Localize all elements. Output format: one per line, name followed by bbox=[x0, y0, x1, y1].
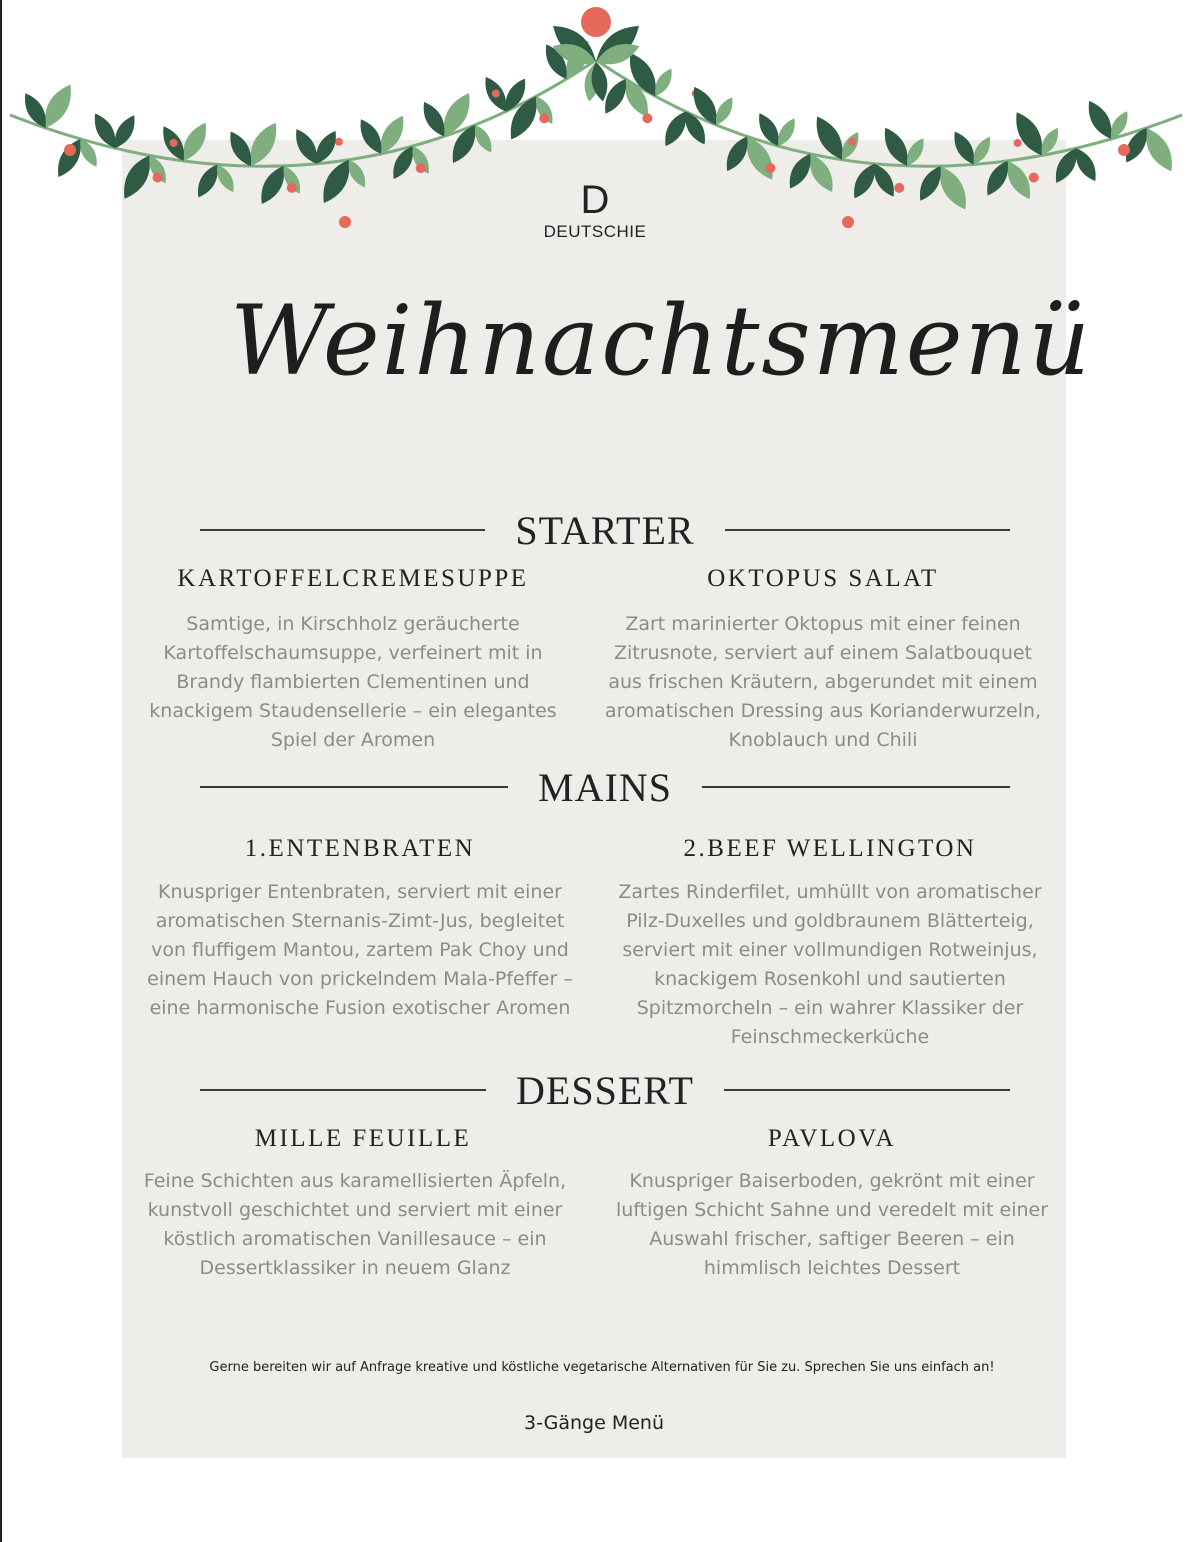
description-line: Zartes Rinderfilet, umhüllt von aromatischer bbox=[618, 881, 1042, 903]
berry bbox=[153, 172, 163, 182]
section-heading-dessert bbox=[200, 1065, 1010, 1115]
divider-line bbox=[702, 786, 1010, 788]
berry bbox=[842, 216, 854, 228]
description-line: Knoblauch und Chili bbox=[728, 729, 918, 751]
description-line: knackigem Staudensellerie – ein elegantes bbox=[149, 700, 557, 722]
divider-line bbox=[200, 1089, 486, 1091]
description-line: Knuspriger Baiserboden, gekrönt mit einer bbox=[629, 1170, 1035, 1192]
berry bbox=[335, 138, 343, 146]
dish-title: PAVLOVA bbox=[767, 1125, 897, 1152]
berry bbox=[1118, 144, 1130, 156]
menu-footer: 3-Gänge Menü bbox=[523, 1412, 664, 1434]
berry bbox=[539, 113, 549, 123]
description-line: luftigen Schicht Sahne und veredelt mit einer bbox=[615, 1199, 1049, 1221]
dish-description bbox=[128, 610, 578, 755]
description-line: Zitrusnote, serviert auf einem Salatbouquet bbox=[614, 642, 1032, 664]
dish-title: 1.ENTENBRATEN bbox=[244, 835, 476, 862]
description-line: Knuspriger Entenbraten, serviert mit einer bbox=[158, 881, 562, 903]
section-heading-starter bbox=[200, 505, 1010, 555]
description-line: Auswahl frischer, saftiger Beeren – ein bbox=[649, 1228, 1015, 1250]
vegetarian-note: Gerne bereiten wir auf Anfrage kreative und köstliche vegetarische Alternativen für Sie zu. Sprechen Sie uns einfach an! bbox=[209, 1360, 995, 1375]
dish-title: 2.BEEF WELLINGTON bbox=[683, 835, 977, 862]
dish-description bbox=[607, 1167, 1057, 1283]
divider-line bbox=[200, 786, 508, 788]
berry bbox=[339, 216, 351, 228]
description-line: köstlich aromatischen Vanillesauce – ein bbox=[163, 1228, 547, 1250]
description-line: Zart marinierter Oktopus mit einer feinen bbox=[625, 613, 1021, 635]
description-line: Kartoffelschaumsuppe, verfeinert mit in bbox=[163, 642, 543, 664]
berry bbox=[765, 163, 775, 173]
dish-title: OKTOPUS SALAT bbox=[707, 565, 939, 592]
dish-title: KARTOFFELCREMESUPPE bbox=[177, 565, 529, 592]
divider-line bbox=[200, 529, 485, 531]
divider-line bbox=[724, 1089, 1010, 1091]
section-label: MAINS bbox=[538, 764, 672, 810]
section-label: DESSERT bbox=[516, 1067, 694, 1113]
divider-line bbox=[725, 529, 1010, 531]
dish-title: MILLE FEUILLE bbox=[254, 1125, 472, 1152]
brand-logo bbox=[530, 178, 660, 242]
description-line: Feinschmeckerküche bbox=[730, 1026, 930, 1048]
berry bbox=[170, 139, 178, 147]
dish-description bbox=[605, 878, 1055, 1052]
berry bbox=[64, 144, 76, 156]
description-line: eine harmonische Fusion exotischer Aromen bbox=[149, 997, 571, 1019]
dish-description bbox=[598, 610, 1048, 755]
menu-title: Weihnachtsmenü bbox=[230, 285, 1093, 397]
section-heading-mains bbox=[200, 762, 1010, 812]
description-line: aromatischen Dressing aus Korianderwurzeln, bbox=[604, 700, 1042, 722]
section-label: STARTER bbox=[515, 507, 695, 553]
description-line: Pilz-Duxelles und goldbraunem Blätterteig, bbox=[626, 910, 1034, 932]
description-line: einem Hauch von prickelndem Mala-Pfeffer – bbox=[147, 968, 573, 990]
description-line: Spiel der Aromen bbox=[270, 729, 436, 751]
berry bbox=[642, 113, 652, 123]
berry bbox=[416, 163, 426, 173]
description-line: Feine Schichten aus karamellisierten Äpfeln, bbox=[143, 1170, 567, 1192]
description-line: Spitzmorcheln – ein wahrer Klassiker der bbox=[636, 997, 1024, 1019]
berry bbox=[287, 183, 297, 193]
berry bbox=[894, 183, 904, 193]
description-line: Dessertklassiker in neuem Glanz bbox=[199, 1257, 511, 1279]
description-line: von fluffigem Mantou, zartem Pak Choy und bbox=[151, 939, 569, 961]
description-line: serviert mit einer vollmundigen Rotweinjus, bbox=[622, 939, 1038, 961]
berry bbox=[492, 90, 500, 98]
berry bbox=[848, 138, 856, 146]
brand-logo-name: DEUTSCHIE bbox=[543, 222, 647, 241]
brand-logo-mark: D bbox=[580, 178, 610, 222]
berry bbox=[1029, 172, 1039, 182]
description-line: knackigem Rosenkohl und sautierten bbox=[654, 968, 1006, 990]
berry bbox=[581, 7, 611, 37]
description-line: aromatischen Sternanis-Zimt-Jus, begleitet bbox=[155, 910, 565, 932]
dish-description bbox=[130, 1167, 580, 1283]
description-line: kunstvoll geschichtet und serviert mit einer bbox=[147, 1199, 563, 1221]
berry bbox=[1014, 139, 1022, 147]
description-line: Brandy flambierten Clementinen und bbox=[176, 671, 530, 693]
description-line: himmlisch leichtes Dessert bbox=[703, 1257, 961, 1279]
description-line: Samtige, in Kirschholz geräucherte bbox=[186, 613, 520, 635]
description-line: aus frischen Kräutern, abgerundet mit einem bbox=[608, 671, 1038, 693]
dish-description bbox=[135, 878, 585, 1023]
